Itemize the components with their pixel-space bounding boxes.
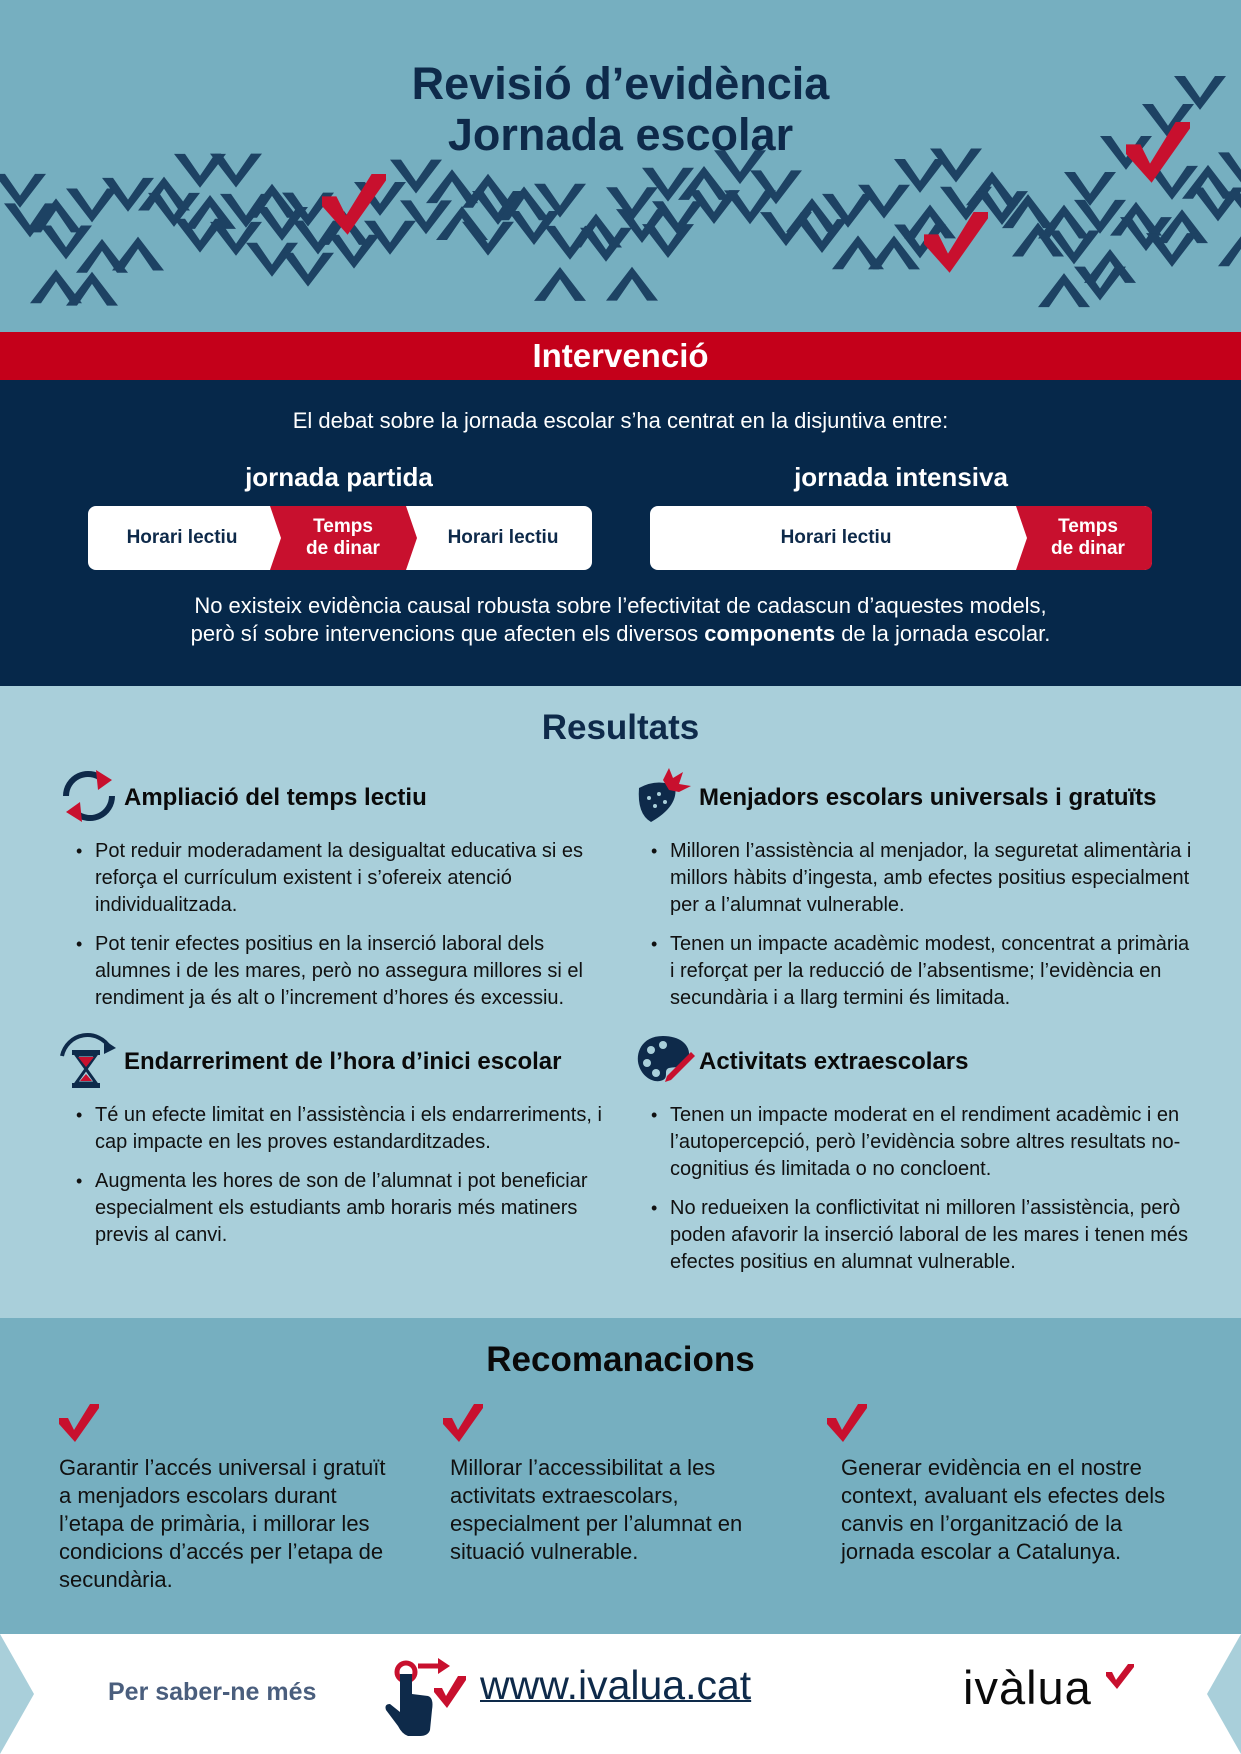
page-title — [0, 58, 1241, 160]
intensive-lunch-line-1: Temps — [1058, 516, 1118, 537]
recommendation-3 — [827, 1404, 1167, 1566]
chevron-mark — [1038, 273, 1090, 307]
result-head — [58, 766, 618, 826]
chevron-mark — [0, 174, 46, 208]
result-bullet: • Pot reduir moderadament la desigualtat educativa si es reforça el currículum existent i s’ofereix atenció individualitzada. — [58, 838, 618, 919]
recommendation-1 — [59, 1404, 399, 1594]
result-bullet: • Tenen un impacte moderat en el rendiment acadèmic i en l’autopercepció, però l’evidència sobre altres resultats no-cognitius és limitada o no concloent. — [633, 1102, 1193, 1183]
chevron-mark — [606, 267, 658, 301]
result-bullets — [633, 838, 1193, 1012]
ribbon-right-notch — [1205, 1634, 1241, 1754]
chevron-mark — [66, 188, 118, 222]
result-bullets — [58, 838, 618, 1012]
result-head — [58, 1030, 618, 1090]
intervention-conclusion — [0, 592, 1241, 648]
chevron-mark — [750, 170, 802, 204]
split-segment-3: Horari lectiu — [447, 527, 559, 548]
title-line-2: Jornada escolar — [447, 109, 794, 160]
result-head — [633, 1030, 1193, 1090]
intervention-intro: El debat sobre la jornada escolar s’ha centrat en la disjuntiva entre: — [292, 408, 949, 433]
pointing-hand-icon — [384, 1654, 466, 1738]
result-title: Activitats extraescolars — [699, 1048, 969, 1075]
intensive-segment-2 — [1024, 516, 1152, 560]
chevron-mark — [1218, 232, 1241, 266]
intervention-band: Intervenció — [0, 332, 1241, 380]
chevron-mark — [328, 235, 380, 269]
chevron-mark — [1064, 172, 1116, 206]
split-segment-2 — [276, 516, 410, 560]
result-bullets — [58, 1102, 618, 1249]
chevron-mark — [66, 272, 118, 306]
recommendation-text: Garantir l’accés universal i gratuït a menjadors escolars durant l’etapa de primària, i millorar les condicions d’accés per l’etapa de secundària. — [59, 1455, 386, 1592]
split-schedule-bar — [88, 506, 592, 570]
chevron-mark — [1146, 233, 1198, 267]
chevron-pattern — [0, 0, 1241, 332]
recommendation-text: Millorar l’accessibilitat a les activitats extraescolars, especialment per l’alumnat en situació vulnerable. — [450, 1455, 743, 1564]
footer — [0, 1634, 1241, 1754]
results-section — [0, 686, 1241, 1318]
checkmark-icon — [443, 1404, 483, 1444]
chevron-mark — [462, 222, 514, 256]
result-title: Endarreriment de l’hora d’inici escolar — [124, 1048, 562, 1075]
result-title: Ampliació del temps lectiu — [124, 784, 427, 811]
refresh-arrows-icon — [58, 766, 120, 826]
conclusion-line-1: No existeix evidència causal robusta sobre l’efectivitat de cadascun d’aquestes models, — [194, 593, 1047, 618]
chevron-mark — [606, 187, 658, 221]
result-head — [633, 766, 1193, 826]
intensive-segment-1: Horari lectiu — [780, 527, 892, 548]
result-later-start — [58, 1030, 618, 1261]
website-link[interactable]: www.ivalua.cat — [480, 1662, 752, 1708]
chevron-mark — [534, 267, 586, 301]
recommendations-section — [0, 1318, 1241, 1634]
result-bullet: • No redueixen la conflictivitat ni milloren l’assistència, però poden afavorir la inserció laboral de les mares i tenen més efectes positius en alumnat vulnerable. — [633, 1195, 1193, 1276]
hourglass-icon — [48, 1030, 118, 1090]
more-info-label: Per saber-ne més — [108, 1678, 317, 1706]
split-lunch-line-1: Temps — [313, 516, 373, 537]
result-bullet: • Té un efecte limitat en l’assistència i els endarreriments, i cap impacte en les proves estandarditzades. — [58, 1102, 618, 1156]
result-bullet: • Milloren l’assistència al menjador, la seguretat alimentària i millors hàbits d’ingesta, amb efectes positius especialment per a l’alumnat vulnerable. — [633, 838, 1193, 919]
result-bullets — [633, 1102, 1193, 1276]
chevron-mark — [112, 237, 164, 271]
result-free-canteens — [633, 766, 1193, 1024]
split-lunch-line-2: de dinar — [306, 538, 380, 559]
recommendation-2 — [443, 1404, 783, 1566]
paint-palette-icon — [633, 1030, 695, 1090]
checkmark-icon — [827, 1404, 867, 1444]
result-bullet: • Pot tenir efectes positius en la inserció laboral dels alumnes i de les mares, però no assegura millores si el rendiment ja és alt o l’increment d’hores és excessiu. — [58, 931, 618, 1012]
conclusion-line-2 — [0, 620, 1241, 648]
checkmark-icon — [59, 1404, 99, 1444]
intensive-schedule-bar — [650, 506, 1152, 570]
results-title: Resultats — [541, 708, 700, 747]
recommendations-title: Recomanacions — [486, 1340, 755, 1379]
chevron-mark — [282, 253, 334, 287]
conclusion-post: de la jornada escolar. — [835, 621, 1051, 646]
result-bullet: • Tenen un impacte acadèmic modest, concentrat a primària i reforçat per la reducció de l’absentisme; l’evidència en secundària i a llarg termini és limitada. — [633, 931, 1193, 1012]
result-bullet: • Augmenta les hores de son de l’alumnat i pot beneficiar especialment els estudiants amb horaris més matiners previs al canvi. — [58, 1168, 618, 1249]
intensive-lunch-line-2: de dinar — [1051, 538, 1125, 559]
model-intensive-title: jornada intensiva — [794, 462, 1008, 492]
title-line-1: Revisió d’evidència — [411, 58, 830, 109]
split-segment-1: Horari lectiu — [126, 527, 238, 548]
header — [0, 0, 1241, 332]
result-extracurricular — [633, 1030, 1193, 1288]
conclusion-bold: components — [704, 621, 836, 646]
brand-logo: ivàlua — [963, 1661, 1092, 1714]
brand-checkmark-icon — [1106, 1664, 1134, 1690]
result-extended-time — [58, 766, 618, 1024]
recommendation-text: Generar evidència en el nostre context, avaluant els efectes dels canvis en l’organització de la jornada escolar a Catalunya. — [841, 1455, 1166, 1564]
conclusion-pre: però sí sobre intervencions que afecten els diversos — [190, 621, 705, 646]
model-split-title: jornada partida — [245, 462, 433, 492]
chevron-mark — [40, 225, 92, 259]
strawberry-icon — [633, 766, 695, 826]
intervention-section — [0, 380, 1241, 686]
chevron-mark — [642, 224, 694, 258]
ribbon-left-notch — [0, 1634, 36, 1754]
result-title: Menjadors escolars universals i gratuïts — [699, 784, 1157, 811]
